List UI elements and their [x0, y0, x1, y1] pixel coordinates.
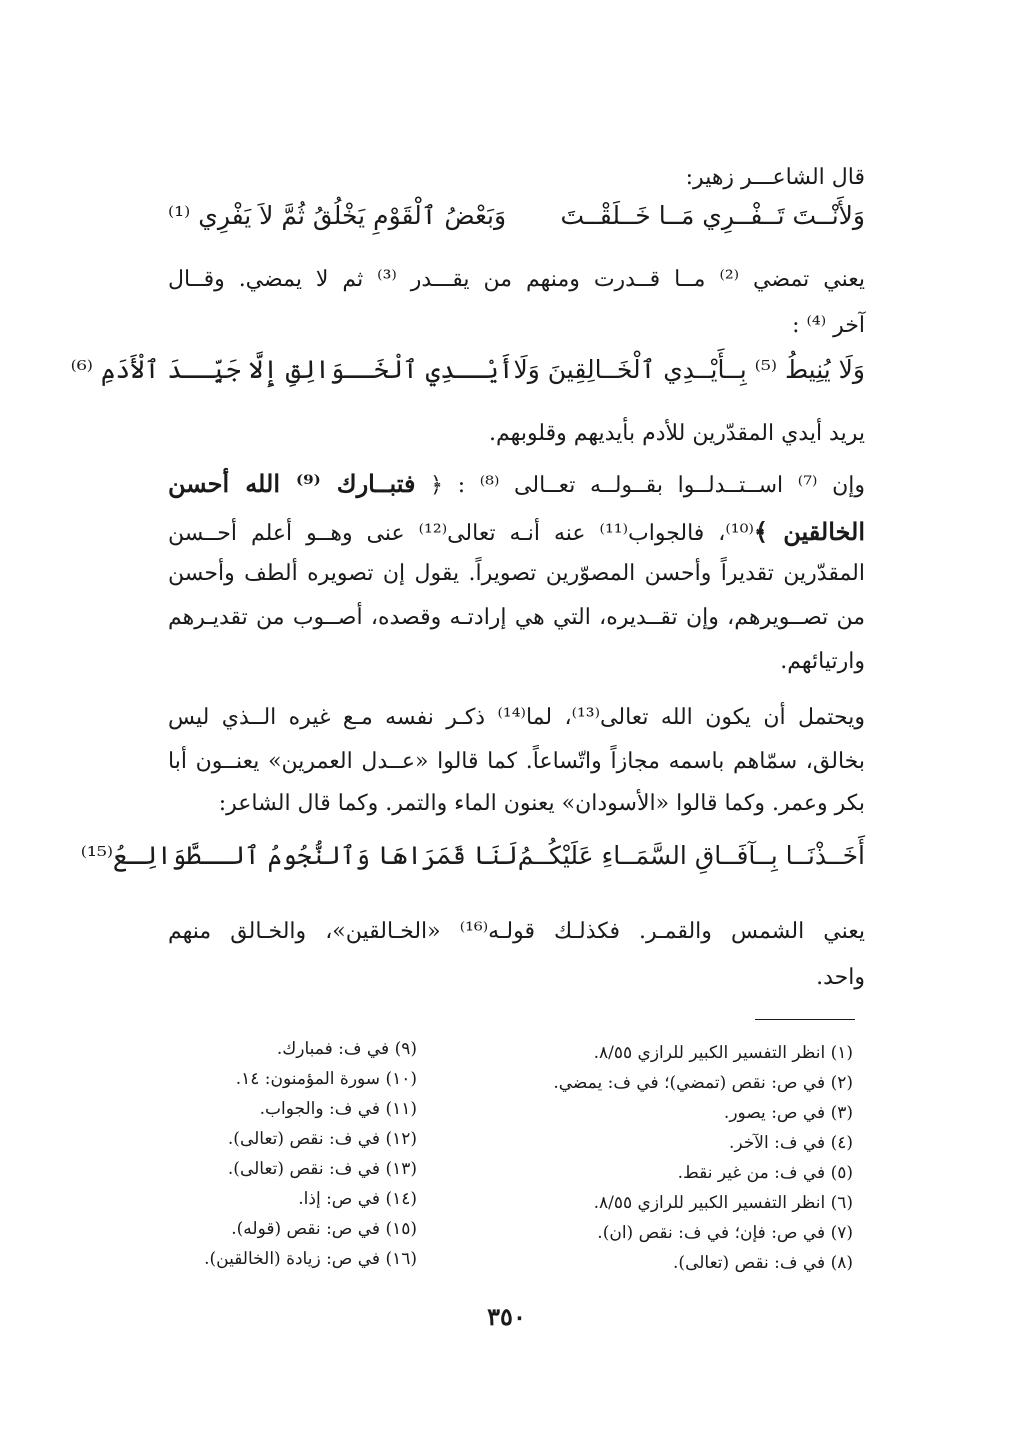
verse-line-3: [80, 838, 865, 874]
verse-hemistich-right: وَلَا يُنِيطُ ⁽⁵⁾ بِــأَيْــدِي ٱلْخَــالِقِينَ وَلَا: [513, 355, 865, 384]
paragraph-line: بكر وعمر. وكما قالوا «الأسودان» يعنون الماء والتمر. وكما قال الشاعر:: [218, 791, 865, 816]
footnote: (٤) في ف: الآخر.: [729, 1133, 853, 1153]
paragraph-line: يريد أيدي المقدّرين للأدم بأيديهم وقلوبهم.: [489, 421, 865, 446]
paragraph-line: بخالق، سمّاهم باسمه مجازاً واتّساعاً. كما قالوا «عــدل العمرين» يعنــون أبا: [168, 749, 865, 774]
paragraph-line: يعني تمضي ⁽²⁾ مــا قــدرت ومنهم من يقـــدر ⁽³⁾ ثم لا يمضي. وقــال: [168, 267, 865, 292]
verse-intro: قال الشاعـــر زهير:: [685, 165, 865, 190]
footnote: (١٠) سورة المؤمنون: ١٤.: [235, 1069, 417, 1089]
paragraph-line: يعني الشمس والقمـر. فكذلـك قولـه⁽¹⁶⁾ «الخـالقين»، والخـالق منهم: [168, 919, 865, 944]
verse-hemistich-right: وَلأَنْــتَ تَــفْــرِي مَــا خَــلَقْــتَ: [560, 201, 865, 230]
paragraph-line: آخر ⁽⁴⁾ :: [792, 313, 865, 338]
verse-line-1: [168, 198, 865, 234]
footnote: (١٣) في ف: نقص (تعالى).: [227, 1159, 417, 1179]
paragraph-line: [168, 468, 865, 502]
paragraph-line: المقدّرين تقديراً وأحسن المصوّرين تصويراً. يقول إن تصويره ألطف وأحسن: [168, 561, 865, 586]
verse-line-2: [70, 352, 865, 388]
verse-hemistich-left: لَنَا قَمَرَاهَا وَٱلنُّجُومُ ٱلــطَّوَالِـعُ⁽¹⁵⁾: [80, 841, 518, 870]
footnote: (١١) في ف: والجواب.: [259, 1099, 417, 1119]
footnote-separator: [755, 1019, 855, 1020]
paragraph-text: ⁽¹⁰⁾، فالجواب⁽¹¹⁾ عنه أنـه تعالى⁽¹²⁾ عنى وهــو أعلم أحــسن: [168, 521, 754, 546]
footnote: (١) انظر التفسير الكبير للرازي ٨/٥٥.: [593, 1043, 853, 1063]
paragraph-text: وإن ⁽⁷⁾ اســتــدلــوا بقــولــه تعــالى ⁽⁸⁾ : ﴿: [415, 473, 865, 498]
footnote: (٩) في ف: فمبارك.: [276, 1039, 417, 1059]
page-number: ٣٥٠: [487, 1302, 526, 1331]
quran-quote: فتبــارك ⁽⁹⁾ الله أحسن: [168, 469, 416, 498]
footnote: (٧) في ص: فإن؛ في ف: نقص (ان).: [597, 1223, 853, 1243]
footnote: (٢) في ص: نقص (تمضي)؛ في ف: يمضي.: [553, 1073, 853, 1093]
paragraph-line: [168, 516, 865, 550]
verse-hemistich-left: وَبَعْضُ ٱلْقَوْمِ يَخْلُقُ ثُمَّ لاَ يَفْرِي ⁽¹⁾: [168, 201, 507, 230]
paragraph-line: ويحتمل أن يكون الله تعالى⁽¹³⁾، لما⁽¹⁴⁾ ذكـر نفسه مـع غيره الــذي ليس: [168, 705, 866, 730]
footnote: (١٥) في ص: نقص (قوله).: [231, 1219, 417, 1239]
footnote: (٨) في ف: نقص (تعالى).: [673, 1253, 853, 1273]
footnote: (٦) انظر التفسير الكبير للرازي ٨/٥٥.: [593, 1193, 853, 1213]
quran-quote: الخالقين ﴾: [753, 517, 865, 546]
paragraph-line: وارتيائهم.: [780, 649, 865, 674]
verse-hemistich-right: أَخَــذْنَــا بِــآفَــاقِ السَّمَــاءِ عَلَيْكُــمُ: [517, 841, 865, 870]
verse-hemistich-left: أَيْــدِي ٱلْخَــوَالِقِ إِلَّا جَيِّــدَ ٱلْأَدَمِ ⁽⁶⁾: [70, 355, 514, 384]
paragraph-line: واحد.: [816, 965, 865, 990]
footnotes-left-column: [204, 1034, 417, 1274]
footnote: (٣) في ص: يصور.: [723, 1103, 853, 1123]
footnote: (١٤) في ص: إذا.: [298, 1189, 417, 1209]
footnote: (١٢) في ف: نقص (تعالى).: [227, 1129, 417, 1149]
footnote: (١٦) في ص: زيادة (الخالقين).: [204, 1249, 417, 1269]
footnotes-right-column: [553, 1038, 853, 1278]
footnote: (٥) في ف: من غير نقط.: [677, 1163, 853, 1183]
paragraph-line: من تصــويرهم، وإن تقــديره، التي هي إرادتـه وقصده، أصــوب من تقديـرهم: [168, 605, 865, 630]
